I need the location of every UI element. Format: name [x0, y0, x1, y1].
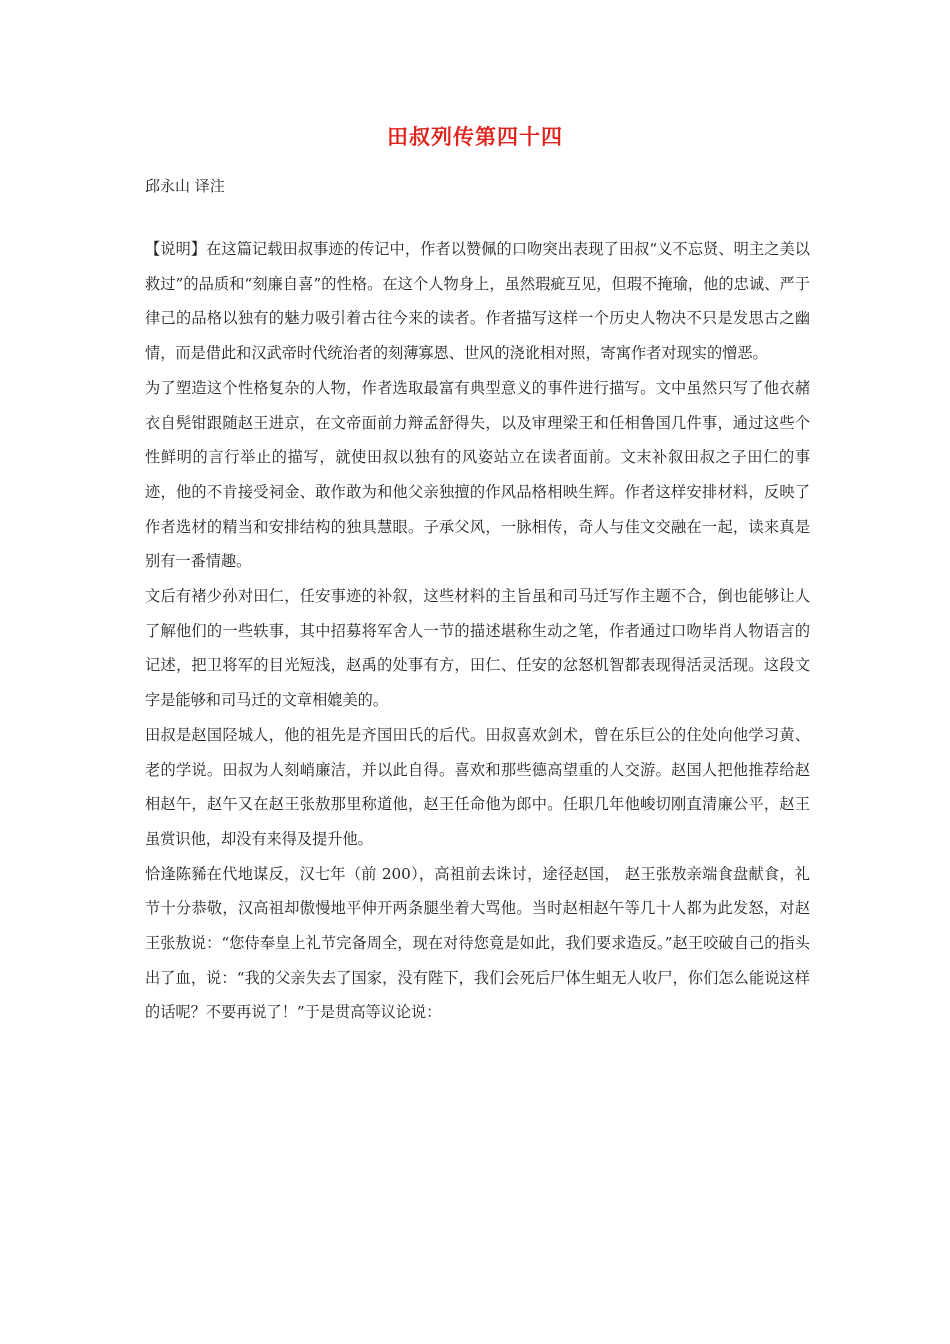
paragraph: 恰逢陈豨在代地谋反，汉七年（前 200），高祖前去诛讨，途径赵国， 赵王张敖亲端食盘献食，礼节十分恭敬，汉高祖却傲慢地平伸开两条腿坐着大骂他。当时赵相赵午等几十人都为此发怒，对赵王张敖说：“您侍奉皇上礼节完备周全，现在对待您竟是如此，我们要求造反。”赵王咬破自己的指头出了血，说：“我的父亲失去了国家，没有陛下，我们会死后尸体生蛆无人收尸，你们怎么能说这样的话呢？不要再说了！”于是贯高等议论说：: [145, 864, 810, 1022]
body-text: [145, 232, 810, 1030]
paragraph: 为了塑造这个性格复杂的人物，作者选取最富有典型意义的事件进行描写。文中虽然只写了他衣赭衣自髡钳跟随赵王进京，在文帝面前力辩孟舒得失，以及审理梁王和任相鲁国几件事，通过这些个性鲜明的言行举止的描写，就使田叔以独有的风姿站立在读者面前。文末补叙田叔之子田仁的事迹，他的不肯接受祠金、敢作敢为和他父亲独擅的作风品格相映生辉。作者这样安排材料，反映了作者选材的精当和安排结构的独具慧眼。子承父风，一脉相传，奇人与佳文交融在一起，读来真是别有一番情趣。: [145, 378, 810, 571]
paragraph-intro: 【说明】在这篇记载田叔事迹的传记中，作者以赞佩的口吻突出表现了田叔“义不忘贤、明主之美以救过”的品质和“刻廉自喜”的性格。在这个人物身上，虽然瑕疵互见，但瑕不掩瑜，他的忠诚、严于律己的品格以独有的魅力吸引着古往今来的读者。作者描写这样一个历史人物决不只是发思古之幽情，而是借此和汉武帝时代统治者的刻薄寡恩、世风的浇讹相对照，寄寓作者对现实的憎恶。: [145, 240, 810, 363]
paragraph: 文后有褚少孙对田仁，任安事迹的补叙，这些材料的主旨虽和司马迁写作主题不合，倒也能够让人了解他们的一些轶事，其中招募将军舍人一节的描述堪称生动之笔，作者通过口吻毕肖人物语言的记述，把卫将军的目光短浅，赵禹的处事有方，田仁、任安的忿怒机智都表现得活灵活现。这段文字是能够和司马迁的文章相媲美的。: [145, 587, 810, 710]
paragraph: 田叔是赵国陉城人，他的祖先是齐国田氏的后代。田叔喜欢剑术，曾在乐巨公的住处向他学习黄、老的学说。田叔为人刻峭廉洁，并以此自得。喜欢和那些德高望重的人交游。赵国人把他推荐给赵相赵午，赵午又在赵王张敖那里称道他，赵王任命他为郎中。任职几年他峻切刚直清廉公平，赵王虽赏识他，却没有来得及提升他。: [145, 725, 810, 848]
document-title: 田叔列传第四十四: [387, 124, 563, 149]
author-line: 邱永山 译注: [145, 177, 225, 195]
